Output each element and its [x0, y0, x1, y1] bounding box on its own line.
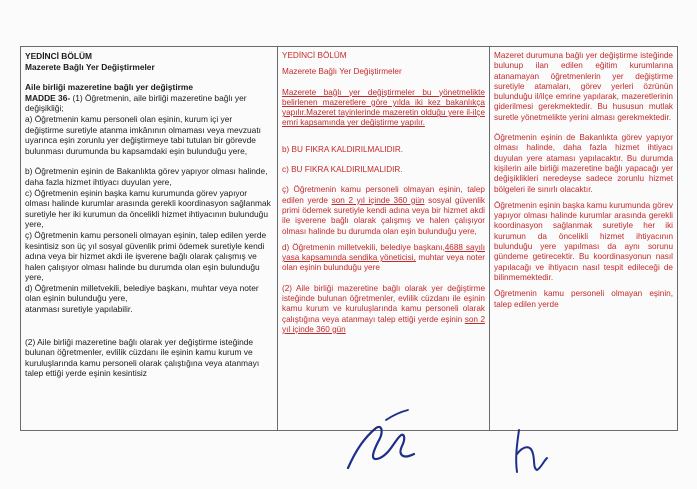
mid-item-c-removed: c) BU FIKRA KALDIRILMALIDIR.: [282, 165, 403, 175]
section-heading: YEDİNCİ BÖLÜM: [25, 51, 92, 61]
proposed-change-column: [278, 47, 490, 431]
signature-2: [505, 424, 565, 478]
article-intro: MADDE 36- (1) Öğretmenin, aile birliği mazeretine bağlı yer değişikliği;: [25, 92, 247, 114]
comparison-table: [20, 46, 678, 431]
justification-1: Mazeret durumuna bağlı yer değiştirme isteğinde bulunup ilan edilen eğitim kurumlarına atanamayan öğretmenlerin yer değiştirme suretiyle atamaları, görev yerleri özrünün bulunduğu il/ilçe emrine yapılarak, mazeretlerinin giderilmesi gerekmektedir. Bu hususun mutlak suretle yönetmelikte yerini alması gerekmektedir.: [494, 51, 673, 122]
mid-paragraph-1: Mazerete bağlı yer değiştirmeler bu yönetmelikte belirlenen mazeretlere göre yılda iki kez bakanlıkça yapılır.Mazeret tayinlerinde mazeretin olduğu yere il-ilçe emri kapsamında yer değiştirme yapılır.: [282, 87, 485, 128]
justification-4: Öğretmenin kamu personeli olmayan eşinin, talep edilen yerde: [494, 289, 673, 309]
mid-item-b-removed: b) BU FIKRA KALDIRILMALIDIR.: [282, 144, 404, 154]
mid-section-heading: YEDİNCİ BÖLÜM: [282, 51, 347, 60]
signature-1: [330, 398, 440, 476]
item-d-tail: atanması suretiyle yapılabilir.: [25, 304, 133, 315]
item-a: a) Öğretmenin kamu personeli olan eşinin, kurum içi yer değiştirme suretiyle atanma imkânının olmaması veya mevzuatı uyarınca eşin zorunlu yer değiştirmeye tabi tutulan bir görevde bulunması durumunda bu kapsamdaki eşin bulunduğu yere,: [25, 113, 261, 156]
paragraph-2: (2) Aile birliği mazeretine bağlı olarak yer değiştirme isteğinde bulunan öğretmenler, evlilik cüzdanı ile eşinin kamu kurum ve kuruluşlarında kamu personeli olarak çalıştığına veya atanmayı talep ettiği yerde eşinin kesintisiz: [25, 336, 260, 379]
mid-item-d: d) Öğretmenin milletvekili, belediye başkanı,4688 sayılı yasa kapsamında sendika yöneticisi, muhtar veya noter olan eşinin bulunduğu yere: [282, 242, 485, 273]
justification-column: [490, 47, 678, 431]
article-title: Aile birliği mazeretine bağlı yer değiştirme: [25, 82, 194, 93]
item-cc: ç) Öğretmenin kamu personeli olmayan eşinin, talep edilen yerde kesintisiz son üç yıl sosyal güvenlik primi ödemek suretiyle kendi adına veya bir hizmet akdi ile işverene bağlı olarak çalışmış ve halen çalışıyor olması halinde bu durumda olan eşin bulunduğu yere,: [25, 229, 267, 283]
mid-item-cc: ç) Öğretmenin kamu personeli olmayan eşinin, talep edilen yerde son 2 yıl içinde 360 gün sosyal güvenlik primi ödemek suretiyle kendi adına veya bir hizmet akdi ile işverene bağlı olarak çalışmış ve halen çalışıyor olması halinde bu durumda olan eşin bulunduğu yere,: [282, 185, 486, 236]
item-c: c) Öğretmenin eşinin başka kamu kurumunda görev yapıyor olması halinde kurumlar arasında gerekli koordinasyon sağlanmak suretiyle her iki kurumun da öncelikli hizmet ihtiyacının bulunduğu yere,: [25, 187, 271, 230]
mid-section-subheading: Mazerete Bağlı Yer Değiştirmeler: [282, 67, 402, 77]
current-regulation-column: [21, 47, 278, 431]
item-b: b) Öğretmenin eşinin de Bakanlıkta görev yapıyor olması halinde, daha fazla hizmet ihtiyacı duyulan yere,: [25, 166, 268, 187]
item-d: d) Öğretmenin milletvekili, belediye başkanı, muhtar veya noter olan eşinin bulunduğu yere,: [25, 282, 259, 304]
justification-3: Öğretmenin eşinin başka kamu kurumunda görev yapıyor olması halinde kurumlar arasında gerekli koordinasyon sağlanmak suretiyle her iki kurumun da öncelikli hizmet ihtiyacının bulunduğu yere yapılması da aynı sorunu gündeme getirecektir. Bu koordinasyonun nasıl yapılacağı ve ihtiyacın nasıl tespit edileceği de bilinmemektedir.: [494, 200, 673, 282]
justification-2: Öğretmenin eşinin de Bakanlıkta görev yapıyor olması halinde, daha fazla hizmet ihtiyacı duyulan yere ataması yapılacaktır. Bu durumda kişilerin aile birliği mazeretine bağlı yapacağı yer değişiklikleri neredeyse sadece zorunlu hizmet bölgeleri ile sınırlı olacaktır.: [494, 133, 673, 194]
mid-paragraph-2: (2) Aile birliği mazeretine bağlı olarak yer değiştirme isteğinde bulunan öğretmenler, evlilik cüzdanı ile eşinin kamu kurum ve kuruluşlarında kamu personeli olarak çalıştığına veya atanmayı talep ettiği yerde eşinin son 2 yıl içinde 360 gün: [282, 283, 486, 334]
section-subheading: Mazerete Bağlı Yer Değiştirmeler: [25, 61, 155, 72]
